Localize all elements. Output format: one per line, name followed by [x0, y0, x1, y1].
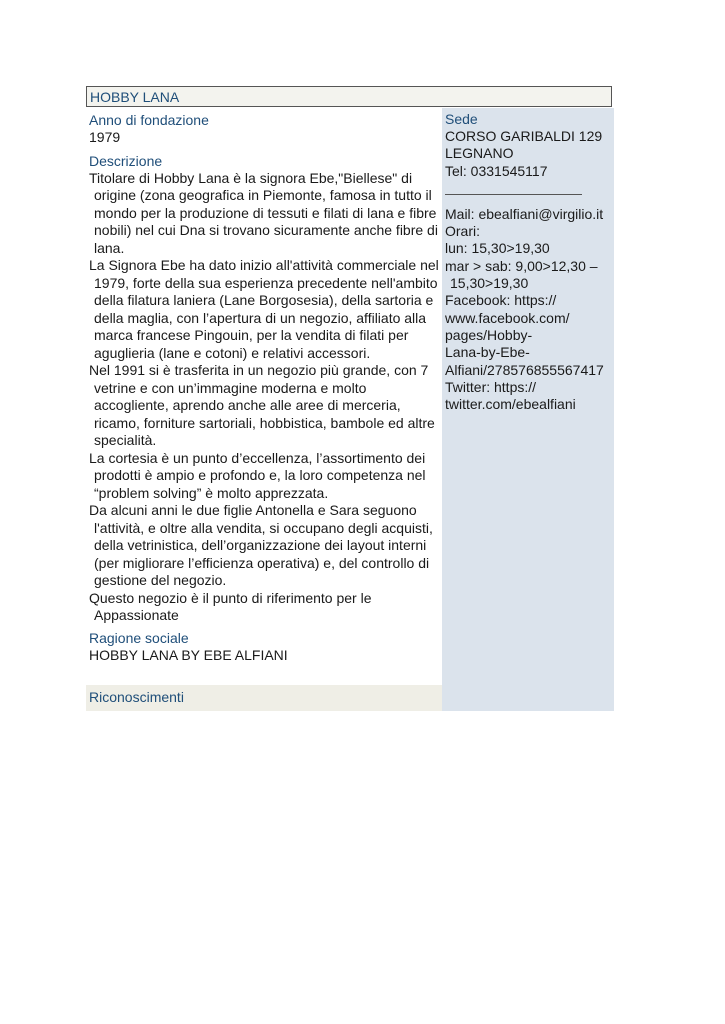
hours-label: Orari: — [445, 223, 480, 240]
description-paragraph: Titolare di Hobby Lana è la signora Ebe,"Biellese" di origine (zona geografica in Piemonte, famosa in tutto il mondo per la produzione di tessuti e filati di lana e fibre nobili) nel cui Dna si trovano sicuramente anche fibre di lana. — [89, 169, 438, 256]
details-column — [86, 108, 442, 711]
facebook-link-2: www.facebook.com/ — [445, 309, 570, 326]
company-label: Ragione sociale — [89, 629, 189, 646]
company-value: HOBBY LANA BY EBE ALFIANI — [89, 646, 288, 663]
separator — [445, 194, 582, 195]
sede-address: CORSO GARIBALDI 129 — [445, 128, 603, 144]
twitter-link-1: Twitter: https:// — [445, 378, 537, 395]
description-paragraph: Da alcuni anni le due figlie Antonella e Sara seguono l'attività, e oltre alla vendita, si occupano degli acquisti, della vetrinistica, dell’organizzazione dei layout interni (per migliorare l’efficienza operativa) e, del controllo di gestione del negozio. — [89, 502, 433, 588]
description-paragraph: Nel 1991 si è trasferita in un negozio più grande, con 7 vetrine e con un’immagine moderna e molto accogliente, aprendo anche alle aree di merceria, ricamo, forniture sartoriali, hobbistica, bambole ed altre specialità. — [89, 362, 435, 448]
sede-label: Sede — [445, 111, 478, 127]
description-paragraph: Questo negozio è il punto di riferimento per le Appassionate — [89, 589, 372, 623]
description-paragraph: La Signora Ebe ha dato inizio all'attività commerciale nel 1979, forte della sua esperienza precedente nell'ambito della filatura laniera (Lane Borgosesia), della sartoria e della maglia, con l’apertura di un negozio, affiliato alla marca francese Pingouin, per la vendita di filati per aguglieria (lane e cotoni) e relativi accessori. — [89, 257, 439, 361]
sede-city: LEGNANO — [445, 145, 514, 162]
shop-title: HOBBY LANA — [86, 86, 612, 107]
description-paragraph: La cortesia è un punto d’eccellenza, l’assortimento dei prodotti è ampio e profondo e, la loro competenza nel “problem solving” è molto apprezzata. — [89, 449, 426, 501]
facebook-link-1: Facebook: https:// — [445, 292, 557, 309]
founded-label: Anno di fondazione — [89, 112, 209, 128]
sede-mail: Mail: ebealfiani@virgilio.it — [445, 205, 604, 222]
hours-week: mar > sab: 9,00>12,30 – — [445, 257, 598, 274]
facebook-link-3: pages/Hobby- — [445, 326, 533, 343]
facebook-link-5: Alfiani/278576855567417 — [445, 361, 604, 378]
sede-tel: Tel: 0331545117 — [445, 162, 548, 179]
twitter-link-2: twitter.com/ebealfiani — [445, 396, 576, 413]
facebook-link-4: Lana-by-Ebe- — [445, 344, 530, 361]
description-label: Descrizione — [89, 152, 163, 169]
hours-week-afternoon: 15,30>19,30 — [450, 275, 529, 292]
awards-label: Riconoscimenti — [86, 685, 442, 711]
sede-column — [442, 108, 614, 711]
description-text — [86, 170, 442, 625]
founded-value: 1979 — [89, 129, 121, 145]
hours-monday: lun: 15,30>19,30 — [445, 240, 550, 257]
